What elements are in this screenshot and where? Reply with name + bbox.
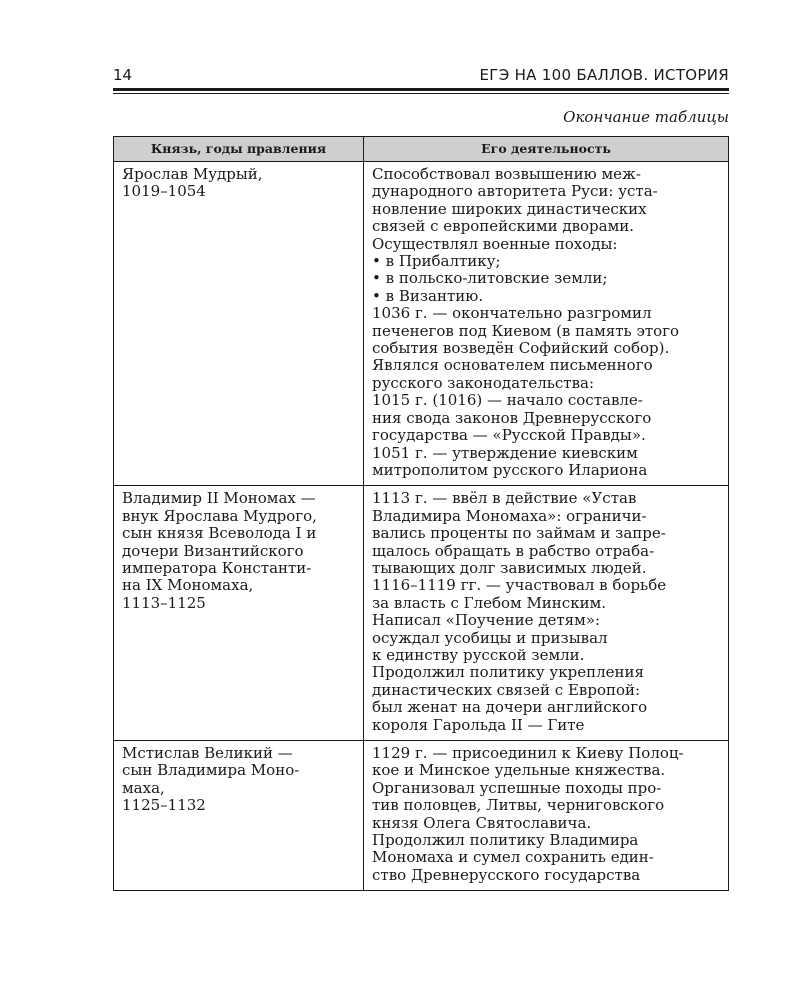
activity-line: митрополитом русского Илариона xyxy=(372,460,648,479)
running-title: ЕГЭ НА 100 БАЛЛОВ. ИСТОРИЯ xyxy=(479,66,729,84)
activity-line: тывающих долг зависимых людей. xyxy=(372,558,647,577)
ruler-line: 1125–1132 xyxy=(122,796,206,815)
page-header xyxy=(113,62,729,88)
activity-line: ния свода законов Древнерусского xyxy=(372,408,652,427)
ruler-line: сын Владимира Моно- xyxy=(122,761,300,780)
activity-line: короля Гарольда II — Гите xyxy=(372,715,585,734)
ruler-cell xyxy=(114,162,364,486)
activity-line: связей с европейскими дворами. xyxy=(372,217,635,236)
ruler-line: Владимир II Мономах — xyxy=(122,489,316,508)
activity-line: события возведён Софийский собор). xyxy=(372,339,670,358)
ruler-line: Ярослав Мудрый, xyxy=(122,165,263,183)
activity-line: вались проценты по займам и запре- xyxy=(372,524,666,543)
activity-line: 1129 г. — присоединил к Киеву Полоц- xyxy=(372,744,684,762)
rulers-table xyxy=(113,136,729,891)
ruler-line: маха, xyxy=(122,778,165,797)
ruler-line: 1019–1054 xyxy=(122,182,206,201)
activity-line: Являлся основателем письменного xyxy=(372,356,653,375)
activity-line: 1051 г. — утверждение киевским xyxy=(372,443,638,462)
activity-line: за власть с Глебом Минским. xyxy=(372,593,607,612)
activity-line: дународного авторитета Руси: уста- xyxy=(372,182,658,201)
table-row xyxy=(114,741,729,891)
activity-line: Мономаха и сумел сохранить един- xyxy=(372,848,654,867)
activity-line: тив половцев, Литвы, черниговского xyxy=(372,796,665,815)
ruler-line: внук Ярослава Мудрого, xyxy=(122,506,317,525)
activity-line: князя Олега Святославича. xyxy=(372,813,592,832)
activity-line: новление широких династических xyxy=(372,199,647,218)
activity-line: Осуществлял военные походы: xyxy=(372,234,618,253)
activity-line: • в Прибалтику; xyxy=(372,252,501,271)
activity-cell xyxy=(364,486,729,741)
activity-line: 1116–1119 гг. — участвовал в борьбе xyxy=(372,576,667,595)
activity-line: щалось обращать в рабство отраба- xyxy=(372,541,655,560)
page-number: 14 xyxy=(113,66,133,84)
activity-line: русского законодательства: xyxy=(372,373,595,392)
activity-line: к единству русской земли. xyxy=(372,645,585,664)
table-caption: Окончание таблицы xyxy=(563,108,729,126)
activity-line: Продолжил политику Владимира xyxy=(372,831,639,850)
activity-line: Способствовал возвышению меж- xyxy=(372,165,641,183)
activity-line: • в Византию. xyxy=(372,286,484,305)
activity-line: Организовал успешные походы про- xyxy=(372,778,662,797)
ruler-line: 1113–1125 xyxy=(122,593,206,612)
column-header-activity: Его деятельность xyxy=(364,137,729,162)
activity-line: осуждал усобицы и призывал xyxy=(372,628,608,647)
activity-line: династических связей с Европой: xyxy=(372,680,641,699)
column-header-ruler: Князь, годы правления xyxy=(114,137,364,162)
table-row xyxy=(114,486,729,741)
header-rule-thick xyxy=(113,88,729,91)
activity-line: государства — «Русской Правды». xyxy=(372,426,646,445)
activity-cell xyxy=(364,162,729,486)
ruler-cell xyxy=(114,486,364,741)
header-rule-thin xyxy=(113,93,729,94)
ruler-cell xyxy=(114,741,364,891)
activity-line: Владимира Мономаха»: ограничи- xyxy=(372,506,647,525)
table-header-row xyxy=(114,137,729,162)
activity-line: печенегов под Киевом (в память этого xyxy=(372,321,680,340)
ruler-line: императора Константи- xyxy=(122,558,312,577)
activity-line: Написал «Поучение детям»: xyxy=(372,611,600,630)
activity-line: 1036 г. — окончательно разгромил xyxy=(372,304,652,323)
table-row xyxy=(114,162,729,486)
ruler-line: на IX Мономаха, xyxy=(122,576,254,595)
activity-line: 1015 г. (1016) — начало составле- xyxy=(372,391,643,410)
activity-line: 1113 г. — ввёл в действие «Устав xyxy=(372,489,637,508)
ruler-line: сын князя Всеволода I и xyxy=(122,524,317,543)
ruler-line: дочери Византийского xyxy=(122,541,304,560)
activity-line: был женат на дочери английского xyxy=(372,698,648,717)
activity-cell xyxy=(364,741,729,891)
ruler-line: Мстислав Великий — xyxy=(122,744,293,762)
activity-line: • в польско-литовские земли; xyxy=(372,269,608,288)
activity-line: кое и Минское удельные княжества. xyxy=(372,761,666,780)
activity-line: Продолжил политику укрепления xyxy=(372,663,644,682)
activity-line: ство Древнерусского государства xyxy=(372,865,641,884)
